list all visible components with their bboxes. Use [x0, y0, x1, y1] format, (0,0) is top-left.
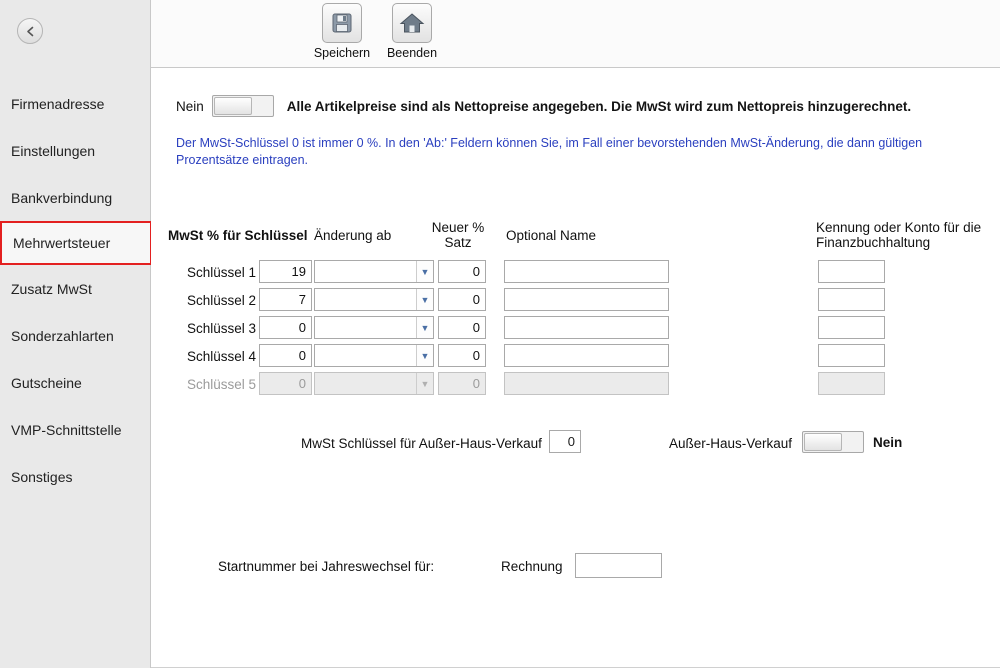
takeaway-toggle-row	[802, 431, 902, 453]
back-arrow-icon	[24, 25, 37, 38]
percent-input[interactable]: 19	[259, 260, 312, 283]
table-row	[151, 260, 1000, 288]
net-price-toggle-row	[176, 95, 911, 117]
table-row	[151, 316, 1000, 344]
column-header-new-rate: Neuer % Satz	[431, 220, 485, 250]
percent-input[interactable]: 7	[259, 288, 312, 311]
sidebar-item-label: VMP-Schnittstelle	[11, 421, 122, 438]
optional-name-input[interactable]	[504, 288, 669, 311]
sidebar-item-sonderzahlarten[interactable]	[0, 312, 150, 359]
startnumber-input[interactable]	[575, 553, 662, 578]
toolbar	[151, 0, 1000, 68]
startnumber-field-label: Rechnung	[501, 559, 563, 574]
sidebar-item-label: Gutscheine	[11, 374, 82, 391]
sidebar-item-label: Zusatz MwSt	[11, 280, 92, 297]
new-rate-input[interactable]: 0	[438, 260, 486, 283]
exit-button[interactable]	[376, 3, 448, 60]
sidebar-item-label: Sonderzahlarten	[11, 327, 114, 344]
account-input	[818, 372, 885, 395]
sidebar	[0, 0, 151, 668]
new-rate-input[interactable]: 0	[438, 316, 486, 339]
sidebar-item-einstellungen[interactable]	[0, 127, 150, 174]
change-from-select[interactable]	[314, 316, 434, 339]
optional-name-input	[504, 372, 669, 395]
optional-name-input[interactable]	[504, 316, 669, 339]
percent-input: 0	[259, 372, 312, 395]
net-price-toggle[interactable]	[212, 95, 274, 117]
row-label: Schlüssel 5	[186, 377, 256, 392]
sidebar-item-label: Einstellungen	[11, 142, 96, 159]
net-price-toggle-state: Nein	[176, 98, 204, 114]
optional-name-input[interactable]	[504, 344, 669, 367]
column-header-account: Kennung oder Konto für die Finanzbuchhaltung	[816, 220, 982, 250]
chevron-down-icon: ▼	[416, 317, 433, 338]
account-input[interactable]	[818, 316, 885, 339]
toggle-knob	[804, 433, 842, 451]
takeaway-toggle-label: Außer-Haus-Verkauf	[669, 436, 793, 451]
takeaway-toggle-state: Nein	[873, 434, 903, 450]
new-rate-input: 0	[438, 372, 486, 395]
floppy-disk-icon	[322, 3, 362, 43]
sidebar-item-label: Bankverbindung	[11, 189, 113, 206]
change-from-select[interactable]	[314, 344, 434, 367]
sidebar-item-vmp-schnittstelle[interactable]	[0, 406, 150, 453]
chevron-down-icon: ▼	[416, 289, 433, 310]
row-label: Schlüssel 3	[186, 321, 256, 336]
sidebar-item-label: Mehrwertsteuer	[13, 235, 111, 251]
settings-panel-mehrwertsteuer	[151, 68, 1000, 668]
net-price-description: Alle Artikelpreise sind als Nettopreise angegeben. Die MwSt wird zum Nettopreis hinzugerechnet.	[286, 98, 912, 114]
home-icon	[392, 3, 432, 43]
column-header-key: MwSt % für Schlüssel	[168, 228, 308, 243]
takeaway-key-label: MwSt Schlüssel für Außer-Haus-Verkauf	[301, 436, 542, 451]
sidebar-item-gutscheine[interactable]	[0, 359, 150, 406]
column-header-optional-name: Optional Name	[506, 228, 597, 243]
table-row	[151, 372, 1000, 400]
new-rate-input[interactable]: 0	[438, 344, 486, 367]
takeaway-key-input[interactable]: 0	[549, 430, 581, 453]
sidebar-item-sonstiges[interactable]	[0, 453, 150, 500]
sidebar-item-bankverbindung[interactable]	[0, 174, 150, 221]
save-button-label: Speichern	[313, 46, 371, 60]
sidebar-item-mehrwertsteuer[interactable]	[0, 221, 152, 265]
account-input[interactable]	[818, 288, 885, 311]
sidebar-nav	[0, 80, 150, 500]
optional-name-input[interactable]	[504, 260, 669, 283]
table-row	[151, 288, 1000, 316]
chevron-down-icon: ▼	[416, 261, 433, 282]
back-button[interactable]	[17, 18, 43, 44]
change-from-select	[314, 372, 434, 395]
save-button[interactable]	[306, 3, 378, 60]
account-input[interactable]	[818, 260, 885, 283]
sidebar-item-zusatz-mwst[interactable]	[0, 265, 150, 312]
exit-button-label: Beenden	[386, 46, 438, 60]
chevron-down-icon: ▼	[416, 345, 433, 366]
startnumber-label: Startnummer bei Jahreswechsel für:	[218, 559, 435, 574]
toggle-knob	[214, 97, 252, 115]
sidebar-item-firmenadresse[interactable]	[0, 80, 150, 127]
row-label: Schlüssel 1	[186, 265, 256, 280]
change-from-select[interactable]	[314, 288, 434, 311]
row-label: Schlüssel 2	[186, 293, 256, 308]
sidebar-item-label: Firmenadresse	[11, 95, 105, 112]
percent-input[interactable]: 0	[259, 316, 312, 339]
percent-input[interactable]: 0	[259, 344, 312, 367]
account-input[interactable]	[818, 344, 885, 367]
sidebar-item-label: Sonstiges	[11, 468, 73, 485]
table-row	[151, 344, 1000, 372]
column-header-change-from: Änderung ab	[314, 228, 392, 243]
new-rate-input[interactable]: 0	[438, 288, 486, 311]
change-from-select[interactable]	[314, 260, 434, 283]
mwst-info-text: Der MwSt-Schlüssel 0 ist immer 0 %. In den 'Ab:' Feldern können Sie, im Fall einer bevorstehenden MwSt-Änderung, die dann gültigen Prozentsätze eintragen.	[176, 136, 923, 168]
chevron-down-icon: ▼	[416, 373, 433, 394]
row-label: Schlüssel 4	[186, 349, 256, 364]
takeaway-toggle[interactable]	[802, 431, 864, 453]
